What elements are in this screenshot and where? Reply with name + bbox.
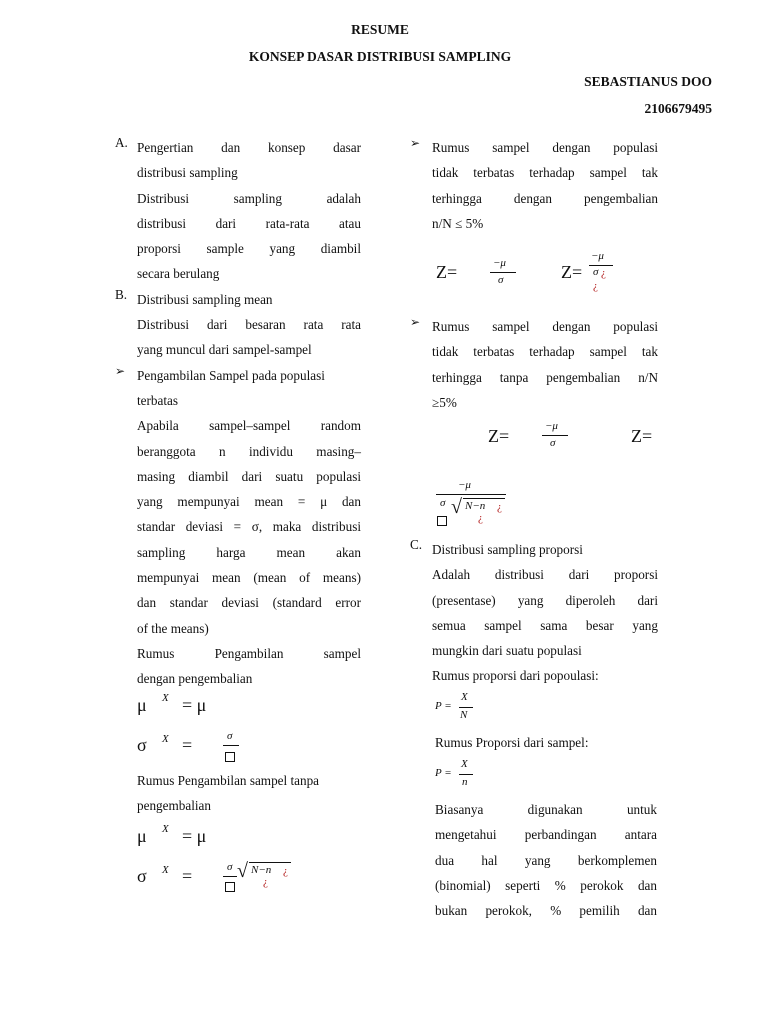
section-b-title: Distribusi sampling mean <box>137 291 273 307</box>
text-line: beranggota n individu masing– <box>137 443 361 459</box>
denominator-sigma: σ <box>550 437 556 449</box>
xbar-subscript: X <box>162 692 169 704</box>
left-rumus-tanpa <box>137 768 361 819</box>
text-line: terhingga dengan pengembalian <box>432 190 658 206</box>
right-column-top <box>410 135 658 236</box>
denominator-sigma: σ <box>440 497 446 509</box>
inverted-question: ¿ <box>283 865 288 877</box>
bullet-sampling-terbatas <box>115 363 361 692</box>
text-line: of the means) <box>137 620 209 636</box>
arrow-bullet-icon: ➢ <box>115 363 126 378</box>
section-a-title-cont: distribusi sampling <box>137 165 238 181</box>
right-column-mid <box>410 314 658 415</box>
z-equals: Z= <box>436 262 458 282</box>
z-equals: Z= <box>631 426 653 446</box>
document-subtitle: KONSEP DASAR DISTRIBUSI SAMPLING <box>248 49 512 64</box>
text-line: dua hal yang berkomplemen <box>435 852 657 868</box>
xbar-subscript: X <box>162 823 169 835</box>
z-equals: Z= <box>561 262 583 282</box>
n-minus-n: N−n <box>465 500 486 512</box>
mu-symbol: μ <box>137 695 147 715</box>
bullet-title-cont: terbatas <box>137 392 179 408</box>
xbar-subscript: X <box>162 733 169 745</box>
text-line: Rumus Pengambilan sampel tanpa <box>137 773 320 788</box>
document-title: RESUME <box>351 22 409 37</box>
text-line: Rumus proporsi dari popoulasi: <box>432 668 599 684</box>
fraction-bar <box>223 745 239 746</box>
arrow-bullet-icon: ➢ <box>410 315 421 329</box>
bullet-title: Pengambilan Sampel pada populasi <box>137 367 325 383</box>
student-id: 2106679495 <box>644 101 712 116</box>
n-minus-n: N−n <box>251 864 272 876</box>
denominator-sigma: σ <box>593 266 599 278</box>
author-name: SEBASTIANUS DOO <box>584 74 712 89</box>
numerator-minus-mu: −μ <box>458 479 471 491</box>
xbar-subscript: X <box>162 864 169 876</box>
denominator-sigma: σ <box>498 274 504 286</box>
text-line: dengan pengembalian <box>137 671 253 687</box>
fraction-bar <box>459 707 473 708</box>
placeholder-box-icon <box>437 512 447 528</box>
section-a <box>115 135 361 287</box>
text-line: distribusi dari rata-rata atau <box>137 215 361 231</box>
fraction-bar <box>490 272 516 273</box>
text-line: n/N ≤ 5% <box>432 215 484 231</box>
numerator-x: X <box>461 758 468 770</box>
text-line: Adalah distribusi dari proporsi <box>432 567 658 583</box>
section-b <box>115 287 361 363</box>
left-column <box>115 135 361 692</box>
section-b-marker: B. <box>115 286 128 302</box>
text-line: tidak terbatas terhadap sampel tak <box>432 344 658 360</box>
text-line: Rumus sampel dengan populasi <box>432 140 658 155</box>
section-c-title: Distribusi sampling proporsi <box>432 542 583 557</box>
text-line: sampling harga mean akan <box>137 544 361 560</box>
text-line: Distribusi sampling adalah <box>137 190 361 206</box>
inverted-question: ¿ <box>263 876 268 888</box>
text-line: ≥5% <box>432 394 457 410</box>
sqrt-icon: √ <box>237 860 248 882</box>
inverted-question: ¿ <box>478 512 483 524</box>
text-line: bukan perokok, % pemilih dan <box>435 903 657 919</box>
equals-mu: = μ <box>182 826 207 846</box>
right-biasanya <box>435 797 657 923</box>
text-line: yang mempunyai mean = μ dan <box>137 494 361 510</box>
text-line: masing diambil dari suatu populasi <box>137 468 361 484</box>
text-line: yang muncul dari sampel-sampel <box>137 342 312 358</box>
arrow-bullet-icon: ➢ <box>410 136 421 150</box>
text-line: secara berulang <box>137 266 220 282</box>
inverted-question: ¿ <box>601 267 606 279</box>
text-line: Apabila sampel–sampel random <box>137 418 361 434</box>
fraction-numerator-sigma: σ <box>227 861 233 873</box>
text-line: tidak terbatas terhadap sampel tak <box>432 165 658 181</box>
z-equals: Z= <box>488 426 510 446</box>
placeholder-box-icon <box>225 878 235 894</box>
text-line: mengetahui perbandingan antara <box>435 827 657 843</box>
inverted-question: ¿ <box>593 280 598 292</box>
equals-sign: = <box>182 866 193 886</box>
sqrt-overline <box>463 498 505 499</box>
numerator-minus-mu: −μ <box>591 250 604 262</box>
numerator-x: X <box>461 691 468 703</box>
text-line: mungkin dari suatu populasi <box>432 643 582 659</box>
right-rumus-sampel <box>435 730 657 755</box>
section-a-marker: A. <box>115 135 128 150</box>
fraction-bar <box>542 435 568 436</box>
text-line: Rumus sampel dengan populasi <box>432 319 658 334</box>
section-c-body <box>410 537 658 689</box>
mu-symbol: μ <box>137 826 147 846</box>
text-line: pengembalian <box>137 798 211 814</box>
equals-mu: = μ <box>182 695 207 715</box>
p-equals: P = <box>435 767 452 779</box>
sigma-symbol: σ <box>137 735 147 755</box>
section-c-marker: C. <box>410 537 423 552</box>
section-c <box>410 537 658 689</box>
text-line: mempunyai mean (mean of means) <box>137 570 361 586</box>
text-line: Rumus Proporsi dari sampel: <box>435 735 589 750</box>
placeholder-box-icon <box>225 748 235 764</box>
denominator-n: N <box>460 709 468 721</box>
fraction-bar <box>223 876 237 877</box>
text-line: Rumus Pengambilan sampel <box>137 645 361 661</box>
text-line: dan standar deviasi (standard error <box>137 595 361 611</box>
text-line: terhingga tanpa pengembalian n/N <box>432 369 658 385</box>
sqrt-icon: √ <box>451 496 462 518</box>
text-line: Distribusi dari besaran rata rata <box>137 317 361 333</box>
bullet-without-replacement <box>410 314 658 415</box>
fraction-numerator-sigma: σ <box>227 730 233 742</box>
inverted-question: ¿ <box>497 501 502 513</box>
sigma-symbol: σ <box>137 866 147 886</box>
sqrt-overline <box>249 862 291 863</box>
denominator-n: n <box>462 776 468 788</box>
fraction-bar <box>459 774 473 775</box>
p-equals: P = <box>435 700 452 712</box>
bullet-with-replacement <box>410 135 658 236</box>
text-line: proporsi sample yang diambil <box>137 241 361 257</box>
equals-sign: = <box>182 735 193 755</box>
fraction-bar <box>436 494 506 495</box>
text-line: standar deviasi = σ, maka distribusi <box>137 519 361 535</box>
text-line: semua sampel sama besar yang <box>432 617 658 633</box>
numerator-minus-mu: −μ <box>493 257 506 269</box>
text-line: Biasanya digunakan untuk <box>435 802 657 817</box>
numerator-minus-mu: −μ <box>545 420 558 432</box>
text-line: (binomial) seperti % perokok dan <box>435 877 657 893</box>
section-a-title: Pengertian dan konsep dasar <box>137 140 361 155</box>
text-line: (presentase) yang diperoleh dari <box>432 592 658 608</box>
